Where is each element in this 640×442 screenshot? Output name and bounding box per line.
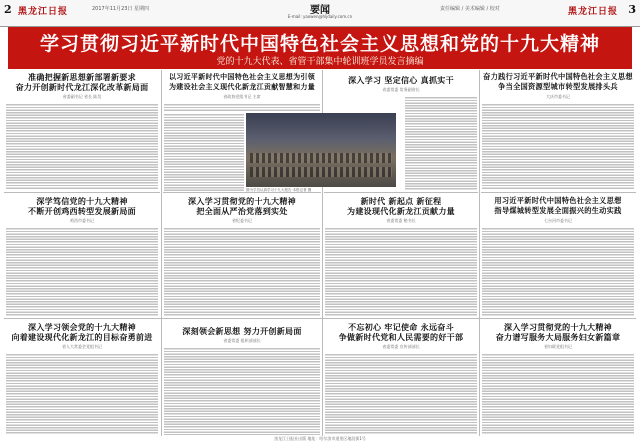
article-byline: 省委副书记 省长 陆昊 bbox=[62, 94, 102, 99]
article-byline: 省委常委 宣传部部长 bbox=[382, 344, 420, 349]
column-rule bbox=[161, 70, 162, 436]
article-body bbox=[164, 227, 320, 316]
article-headline: 深入学习贯彻党的十九大精神 奋力谱写服务大局服务妇女新篇章 bbox=[495, 322, 621, 342]
article bbox=[164, 196, 320, 316]
article bbox=[482, 72, 634, 190]
article-headline: 用习近平新时代中国特色社会主义思想 指导煤城转型发展全面振兴的生动实践 bbox=[494, 196, 622, 215]
article bbox=[325, 72, 477, 190]
article-byline: 省妇联党组书记 bbox=[544, 344, 572, 349]
article-body bbox=[482, 103, 634, 190]
article-body bbox=[325, 227, 477, 316]
article-headline: 深入学习 坚定信心 真抓实干 bbox=[348, 75, 454, 85]
article-body bbox=[482, 353, 634, 435]
article-byline: 省委常委 常务副省长 bbox=[382, 87, 420, 92]
article bbox=[482, 322, 634, 435]
section-email: E-mail: yaowen@hljdaily.com.cn bbox=[287, 14, 353, 19]
article-byline: 省人大常委会党组书记 bbox=[62, 344, 102, 349]
photo-caption: 图为学员认真学习十九大报告 本报记者 摄 bbox=[246, 188, 312, 192]
article-byline: 省委常委 秘书长 bbox=[386, 218, 416, 223]
header-meta-right: 责任编辑 / 美术编辑 / 校对 bbox=[440, 6, 500, 12]
column-rule bbox=[479, 70, 480, 436]
article-headline: 深学笃信党的十九大精神 不断开创鸡西转型发展新局面 bbox=[28, 196, 136, 216]
article-headline: 以习近平新时代中国特色社会主义思想为引领 为建设社会主义现代化新龙江贡献智慧和力量 bbox=[169, 72, 315, 91]
header-meta-left: 2017年11月23日 星期四 bbox=[92, 6, 150, 12]
headline-banner bbox=[8, 27, 632, 69]
article-body bbox=[164, 113, 244, 191]
article-headline: 深入学习领会党的十九大精神 向着建设现代化新龙江的目标奋勇前进 bbox=[11, 322, 153, 342]
article-headline: 不忘初心 牢记使命 永远奋斗 争做新时代党和人民需要的好干部 bbox=[338, 322, 464, 342]
banner-title: 学习贯彻习近平新时代中国特色社会主义思想和党的十九大精神 bbox=[39, 33, 600, 55]
page-header bbox=[0, 0, 640, 27]
article-body-column bbox=[164, 113, 244, 191]
article-body bbox=[325, 353, 477, 435]
section-rule bbox=[4, 192, 160, 193]
page-number-right: 3 bbox=[628, 3, 636, 16]
article bbox=[325, 196, 477, 316]
article-byline: 省纪委书记 bbox=[232, 218, 252, 223]
article bbox=[325, 322, 477, 435]
article-byline: 七台河市委书记 bbox=[544, 218, 572, 223]
article bbox=[6, 72, 158, 190]
section-rule bbox=[4, 318, 636, 319]
masthead-logo-right: 黑龙江日报 bbox=[568, 7, 619, 17]
banner-subtitle: 党的十九大代表、省管干部集中轮训班学员发言摘编 bbox=[216, 57, 424, 67]
article-body bbox=[405, 96, 477, 190]
article bbox=[482, 196, 634, 316]
article-body bbox=[6, 353, 158, 435]
article-headline: 新时代 新起点 新征程 为建设现代化新龙江贡献力量 bbox=[347, 196, 455, 216]
article-byline: 省委常委 组织部部长 bbox=[223, 338, 261, 343]
article bbox=[164, 322, 320, 435]
article-headline: 深刻领会新思想 努力开创新局面 bbox=[182, 326, 302, 336]
article bbox=[6, 322, 158, 435]
page-number-left: 2 bbox=[4, 3, 12, 16]
section-title: 要闻 bbox=[310, 5, 330, 16]
article-headline: 深入学习贯彻党的十九大精神 把全面从严治党落到实处 bbox=[188, 196, 296, 216]
article-byline: 鸡西市委书记 bbox=[70, 218, 94, 223]
article-body bbox=[164, 347, 320, 435]
article-byline: 省政协党组书记 主席 bbox=[223, 94, 261, 99]
article-body bbox=[6, 227, 158, 316]
article-byline: 大庆市委书记 bbox=[546, 94, 570, 99]
article-body bbox=[164, 103, 320, 112]
article bbox=[164, 72, 320, 112]
article-body bbox=[482, 227, 634, 316]
article-headline: 准确把握新思想新部署新要求 奋力开创新时代龙江深化改革新局面 bbox=[15, 72, 149, 92]
article bbox=[6, 196, 158, 316]
masthead-logo-left: 黑龙江日报 bbox=[18, 7, 69, 17]
article-body bbox=[6, 103, 158, 190]
section-rule bbox=[481, 192, 636, 193]
page-footer: 黑龙江日报社出版 地址：哈尔滨市道里区地段街1号 bbox=[274, 436, 366, 441]
article-headline: 奋力践行习近平新时代中国特色社会主义思想 争当全国资源型城市转型发展排头兵 bbox=[483, 72, 633, 91]
